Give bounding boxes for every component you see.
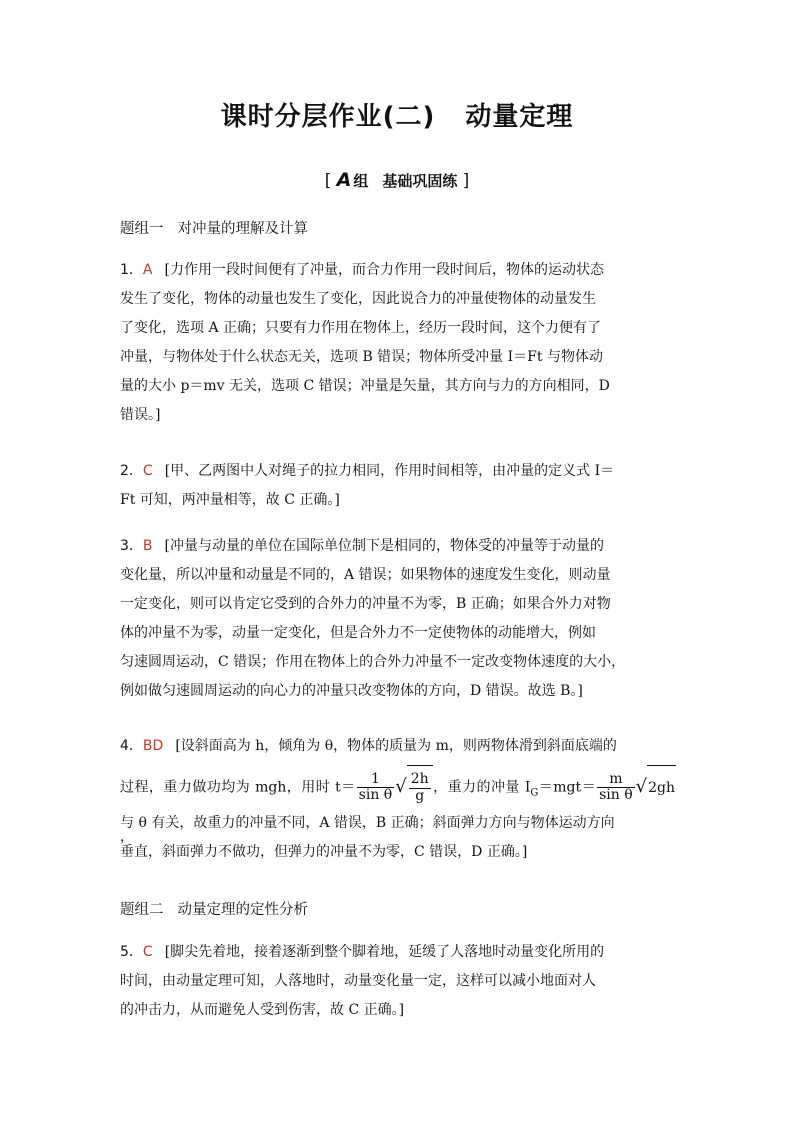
explanation-line: 与 θ 有关，故重力的冲量不同，A 错误，B 正确；斜面弹力方向与物体运动方向 [120, 815, 615, 831]
answer-key: C [142, 944, 153, 960]
item-number: 4． [120, 738, 143, 754]
explanation-line: 例如做匀速圆周运动的向心力的冲量只改变物体的方向，D 错误。故选 B。] [120, 683, 583, 699]
radicand: 2gh [647, 765, 676, 810]
group-header [0, 169, 794, 191]
numerator: m [597, 772, 635, 788]
section-name: 动量定理的定性分析 [177, 902, 308, 918]
denominator: sin θ [599, 787, 633, 803]
numerator: 2h [410, 771, 429, 788]
subscript: G [530, 787, 539, 799]
answer-key: C [142, 463, 153, 479]
page-title [0, 96, 794, 133]
item-number: 3． [120, 538, 143, 554]
explanation-line: [力作用一段时间便有了冲量，而合力作用一段时间后，物体的运动状态 [164, 262, 604, 278]
sqrt: √2gh [636, 765, 676, 810]
item-number: 2． [120, 463, 143, 479]
answer-item-1 [120, 256, 676, 430]
fraction [597, 772, 635, 804]
explanation-line: 垂直，斜面弹力不做功，但弹力的冲量不为零，C 错误，D 正确。] [120, 844, 528, 860]
bracket-left: [ [324, 171, 332, 191]
explanation-line: 错误。] [120, 407, 161, 423]
section-heading-1 [120, 217, 308, 238]
denominator: g [415, 787, 425, 804]
explanation-line: Ft 可知，两冲量相等，故 C 正确。] [120, 492, 340, 508]
explanation-line: 时间，由动量定理可知，人落地时，动量变化量一定，这样可以减小地面对人 [120, 973, 596, 989]
item-number: 5． [120, 944, 143, 960]
formula-text: 过程，重力做功均为 mgh，用时 t＝ [120, 779, 356, 796]
explanation-line: [冲量与动量的单位在国际单位制下是相同的，物体受的冲量等于动量的 [164, 538, 604, 554]
group-name: 基础巩固练 [382, 172, 458, 190]
explanation-line: 发生了变化，物体的动量也发生了变化，因此说合力的冲量使物体的动量发生 [120, 291, 596, 307]
page-title-sub: 动量定理 [465, 102, 574, 132]
explanation-line: [脚尖先着地，接着逐渐到整个脚着地，延缓了人落地时动量变化所用的 [164, 944, 605, 960]
explanation-line: [甲、乙两图中人对绳子的拉力相同，作用时间相等，由冲量的定义式 I＝ [164, 463, 615, 479]
sqrt: √ $\frac{2h}{g}$ [395, 765, 432, 810]
fraction [357, 772, 395, 804]
formula-text: ，重力的冲量 I [432, 779, 531, 796]
section-name: 对冲量的理解及计算 [177, 221, 308, 237]
page-title-main: 课时分层作业(二) [220, 102, 436, 132]
section-label: 题组一 [120, 221, 164, 237]
fraction [409, 772, 431, 804]
explanation-line: 变化量，所以冲量和动量是不同的，A 错误；如果物体的速度发生变化，则动量 [120, 567, 611, 583]
answer-item-3 [120, 532, 676, 706]
section-label: 题组二 [120, 902, 164, 918]
explanation-line: 体的冲量不为零，动量一定变化，但是合外力不一定使物体的动能增大，例如 [120, 625, 596, 641]
explanation-line: 一定变化，则可以肯定它受到的合外力的冲量不为零，B 正确；如果合外力对物 [120, 596, 611, 612]
answer-item-4 [120, 732, 676, 867]
explanation-line: 的冲击力，从而避免人受到伤害，故 C 正确。] [120, 1002, 405, 1018]
bracket-right: ] [462, 171, 470, 191]
answer-key: BD [142, 738, 164, 754]
answer-item-2 [120, 457, 676, 515]
explanation-line: 了变化，选项 A 正确；只要有力作用在物体上，经历一段时间，这个力便有了 [120, 320, 602, 336]
explanation-line: 匀速圆周运动，C 错误；作用在物体上的合外力冲量不一定改变物体速度的大小， [120, 654, 626, 670]
item-number: 1． [120, 262, 143, 278]
answer-key: B [142, 538, 153, 554]
formula-text: ＝mgt＝ [538, 779, 597, 796]
numerator: 1 [357, 772, 395, 788]
denominator: sin θ [358, 787, 393, 803]
formula-text: ， [120, 829, 134, 846]
section-heading-2 [120, 898, 308, 919]
group-label: 组 [353, 172, 369, 190]
group-letter: A [336, 169, 352, 191]
explanation-line: 冲量，与物体处于什么状态无关，选项 B 错误；物体所受冲量 I＝Ft 与物体动 [120, 349, 603, 365]
answer-key: A [142, 262, 153, 278]
explanation-line: 量的大小 p＝mv 无关，选项 C 错误；冲量是矢量，其方向与力的方向相同，D [120, 378, 610, 394]
answer-item-5 [120, 938, 676, 1025]
explanation-line: [设斜面高为 h，倾角为 θ，物体的质量为 m，则两物体滑到斜面底端的 [175, 738, 617, 754]
